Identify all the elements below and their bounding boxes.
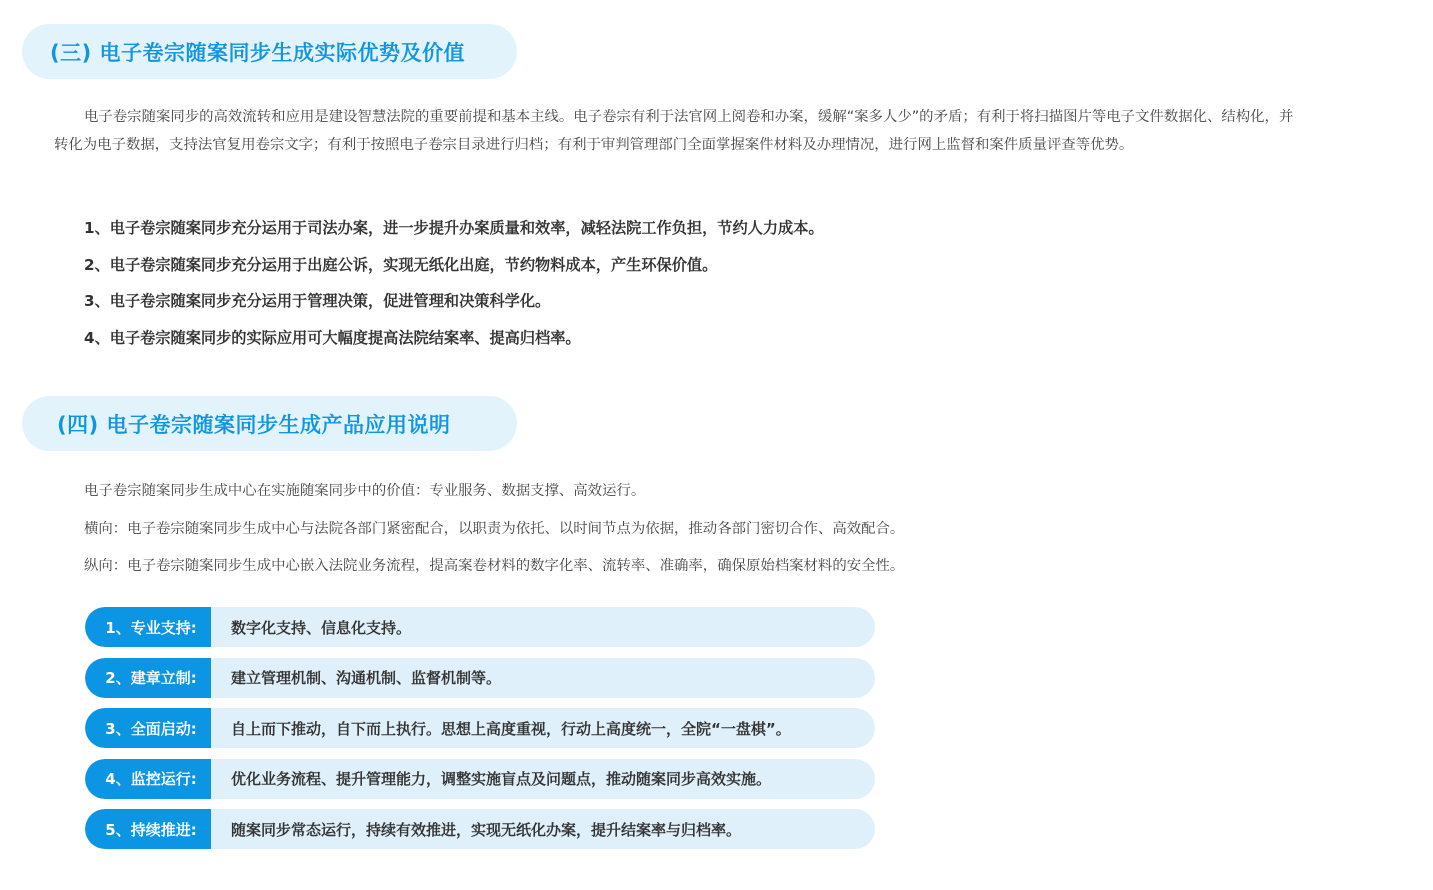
section-4-header (22, 396, 517, 451)
step-row (85, 708, 875, 748)
advantage-list (84, 212, 1184, 358)
list-item: 2、电子卷宗随案同步充分运用于出庭公诉，实现无纸化出庭，节约物料成本，产生环保价值。 (84, 255, 718, 274)
section-4-description (84, 476, 1234, 589)
value-line: 电子卷宗随案同步生成中心在实施随案同步中的价值：专业服务、数据支撑、高效运行。 (84, 483, 646, 499)
list-item: 1、电子卷宗随案同步充分运用于司法办案，进一步提升办案质量和效率，减轻法院工作负担，节约人力成本。 (84, 219, 824, 237)
list-item: 4、电子卷宗随案同步的实际应用可大幅度提高法院结案率、提高归档率。 (84, 328, 581, 347)
step-label: 5、持续推进: (85, 809, 211, 849)
section-4-title: (四) 电子卷宗随案同步生成产品应用说明 (57, 412, 451, 437)
step-label: 2、建章立制: (85, 658, 211, 698)
step-label: 3、全面启动: (85, 708, 211, 748)
section-3-title: (三) 电子卷宗随案同步生成实际优势及价值 (50, 40, 466, 65)
step-text: 优化业务流程、提升管理能力，调整实施盲点及问题点，推动随案同步高效实施。 (231, 770, 772, 788)
step-list (85, 607, 875, 860)
horizontal-line: 横向：电子卷宗随案同步生成中心与法院各部门紧密配合，以职责为依托、以时间节点为依据，推动各部门密切合作、高效配合。 (84, 520, 905, 537)
list-item: 3、电子卷宗随案同步充分运用于管理决策，促进管理和决策科学化。 (84, 292, 551, 310)
section-3-header (22, 24, 517, 79)
step-label: 4、监控运行: (85, 759, 211, 799)
step-text: 建立管理机制、沟通机制、监督机制等。 (231, 669, 502, 687)
step-text: 自上而下推动，自下而上执行。思想上高度重视，行动上高度统一，全院“一盘棋”。 (231, 719, 791, 738)
step-row (85, 809, 875, 849)
step-row (85, 658, 875, 698)
section-3-intro: 电子卷宗随案同步的高效流转和应用是建设智慧法院的重要前提和基本主线。电子卷宗有利于法官网上阅卷和办案，缓解“案多人少”的矛盾；有利于将扫描图片等电子文件数据化、结构化，并转化为电子数据，支持法官复用卷宗文字；有利于按照电子卷宗目录进行归档；有利于审判管理部门全面掌握案件材料及办理情况，进行网上监督和案件质量评查等优势。 (54, 109, 1294, 153)
step-row (85, 759, 875, 799)
step-text: 随案同步常态运行，持续有效推进，实现无纸化办案，提升结案率与归档率。 (231, 820, 742, 839)
vertical-line: 纵向：电子卷宗随案同步生成中心嵌入法院业务流程，提高案卷材料的数字化率、流转率、准确率，确保原始档案材料的安全性。 (84, 558, 905, 574)
step-text: 数字化支持、信息化支持。 (231, 618, 412, 637)
step-row (85, 607, 875, 647)
step-label: 1、专业支持: (85, 607, 211, 647)
